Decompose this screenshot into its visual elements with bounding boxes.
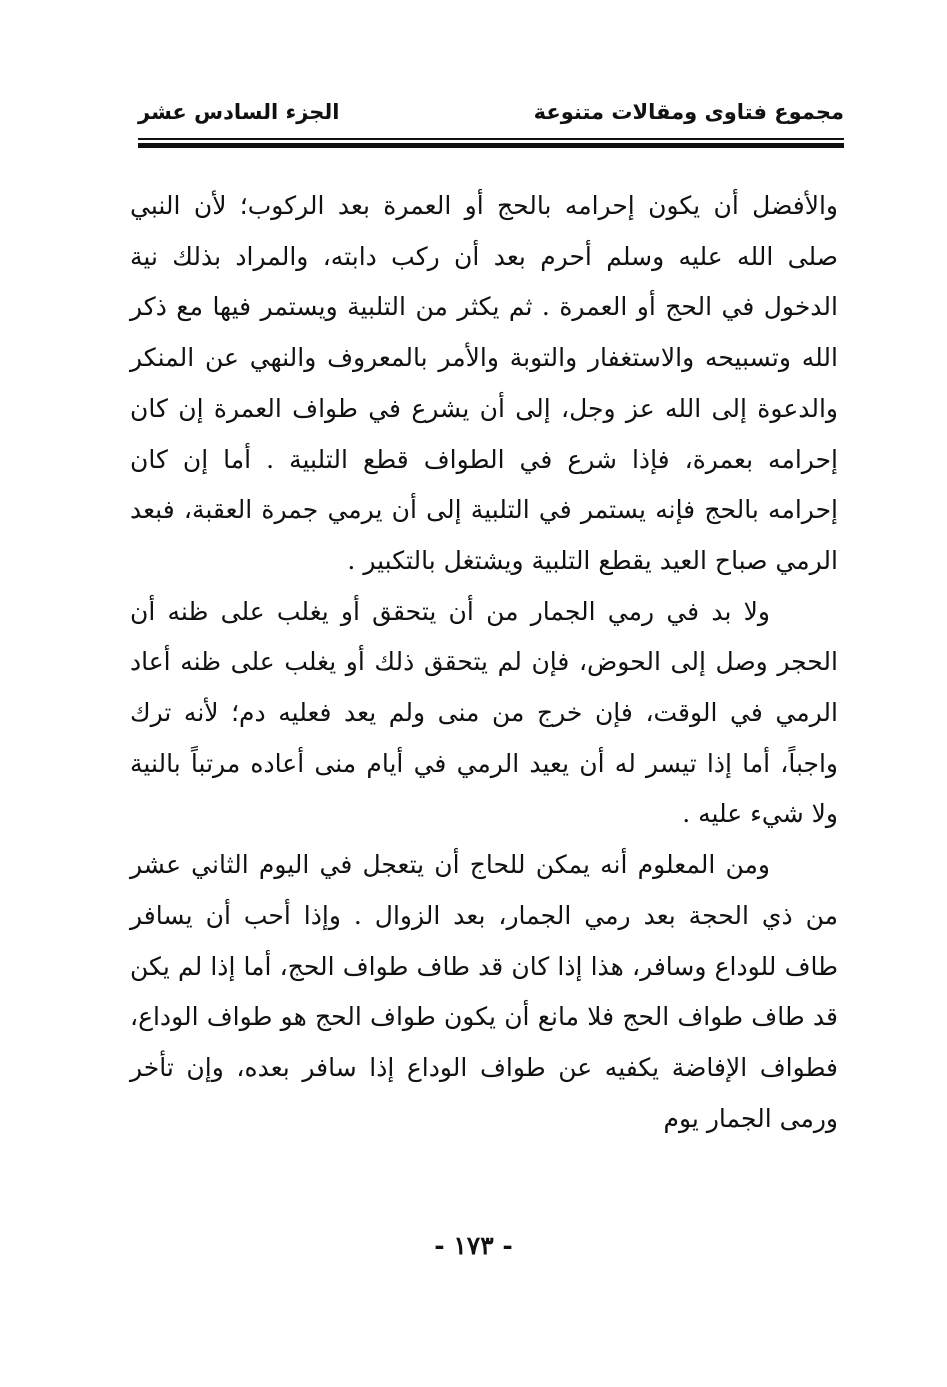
paragraph-1: والأفضل أن يكون إحرامه بالحج أو العمرة بعد الركوب؛ لأن النبي صلى الله عليه وسلم أحرم بعد أن ركب دابته، والمراد بذلك نية الدخول في الحج أو العمرة . ثم يكثر من التلبية ويستمر فيها مع ذكر الله وتسبيحه والاستغفار والتوبة والأمر بالمعروف والنهي عن المنكر والدعوة إلى الله عز وجل، إلى أن يشرع في طواف العمرة إن كان إحرامه بعمرة، فإذا شرع في الطواف قطع التلبية . أما إن كان إحرامه بالحج فإنه يستمر في التلبية إلى أن يرمي جمرة العقبة، فبعد الرمي صباح العيد يقطع التلبية ويشتغل بالتكبير .	[130, 191, 838, 575]
page-number: - ١٧٣ -	[434, 1231, 513, 1260]
paragraph-3: ومن المعلوم أنه يمكن للحاج أن يتعجل في اليوم الثاني عشر من ذي الحجة بعد رمي الجمار، بعد الزوال . وإذا أحب أن يسافر طاف للوداع وسافر، هذا إذا كان قد طاف طواف الحج، أما إذا لم يكن قد طاف طواف الحج فلا مانع أن يكون طواف الحج هو طواف الوداع، فطواف الإفاضة يكفيه عن طواف الوداع إذا سافر بعده، وإن تأخر ورمى الجمار يوم	[130, 850, 838, 1133]
book-title: مجموع فتاوى ومقالات متنوعة	[533, 100, 844, 124]
running-header	[138, 92, 844, 132]
volume-label: الجزء السادس عشر	[138, 100, 340, 124]
body-text	[130, 181, 838, 1144]
paragraph-2: ولا بد في رمي الجمار من أن يتحقق أو يغلب على ظنه أن الحجر وصل إلى الحوض، فإن لم يتحقق ذلك أو يغلب على ظنه أعاد الرمي في الوقت، فإن خرج من منى ولم يعد فعليه دم؛ لأنه ترك واجباً، أما إذا تيسر له أن يعيد الرمي في أيام منى أعاده مرتباً بالنية ولا شيء عليه .	[130, 596, 838, 829]
header-rule-thick	[138, 143, 844, 148]
header-rule-thin	[138, 138, 844, 140]
